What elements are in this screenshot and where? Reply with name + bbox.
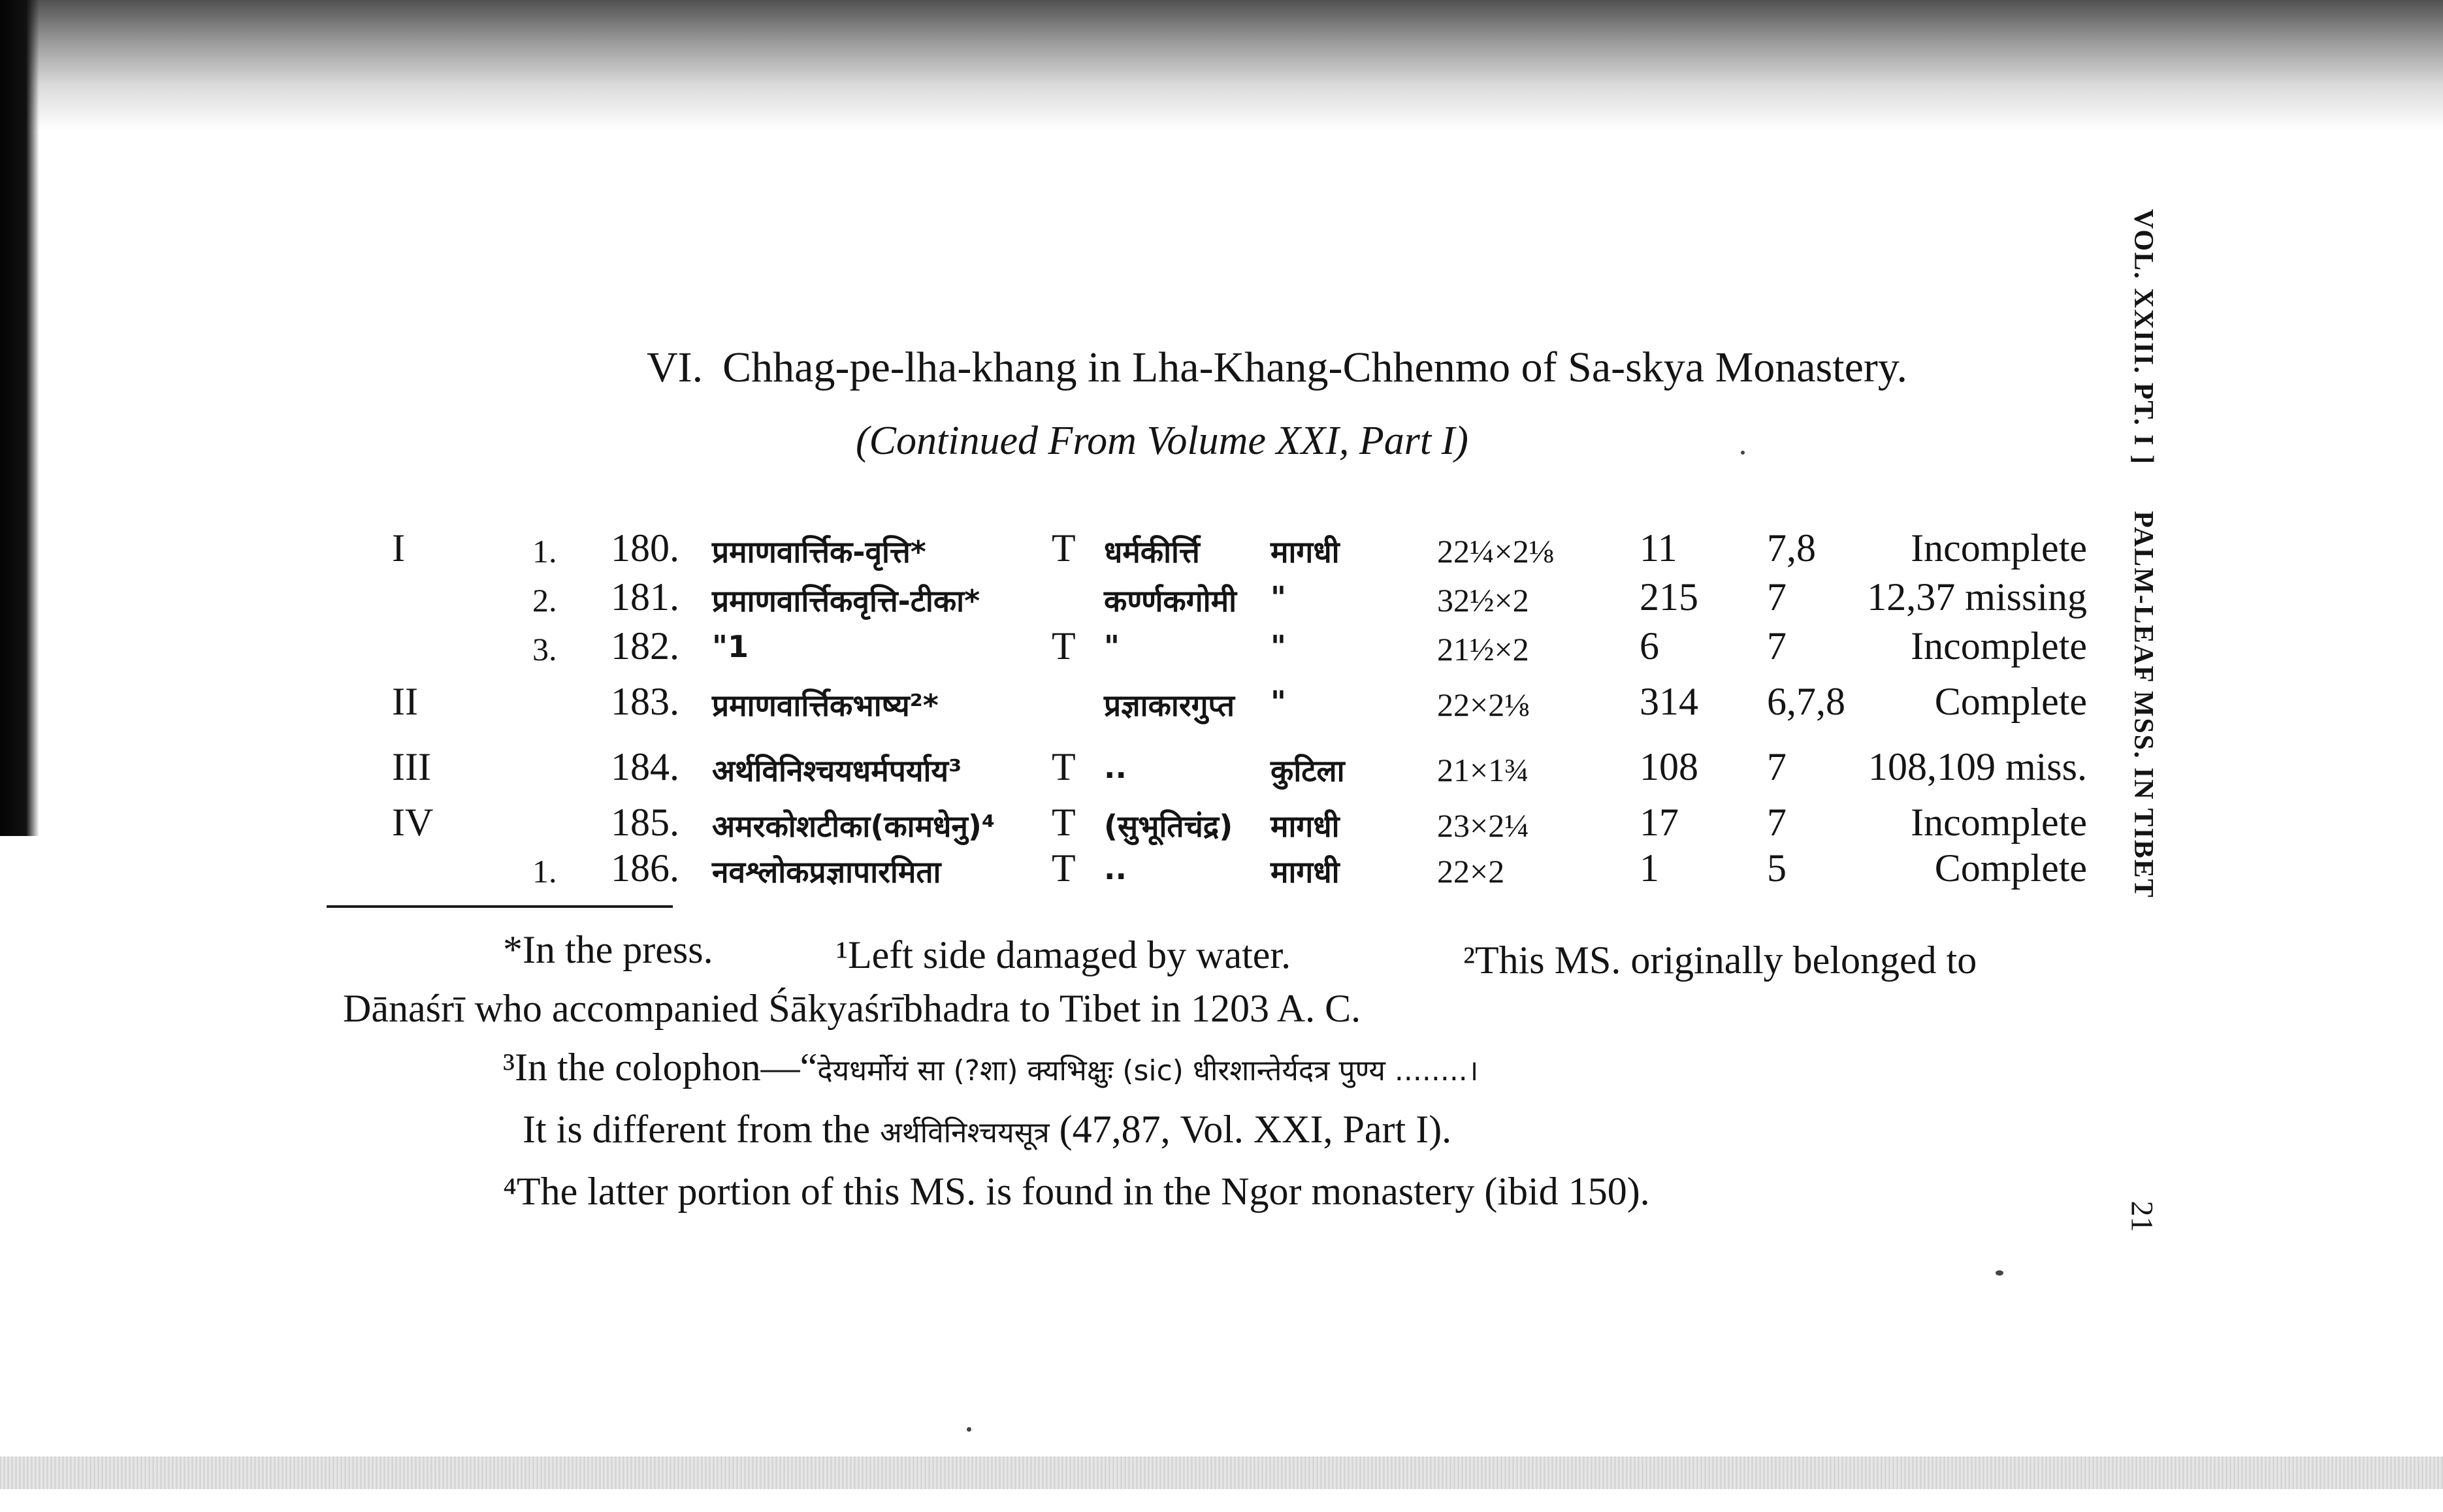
cell-author: प्रज्ञाकारगुप्त (1104, 688, 1235, 723)
cell-script: T (1052, 846, 1076, 890)
cell-remarks: Complete (1934, 680, 2087, 723)
cell-title: प्रमाणवार्त्तिकवृत्ति-टीका* (712, 583, 980, 619)
cell-number: 184. (611, 745, 679, 788)
cell-lines: 5 (1767, 846, 1787, 890)
cell-sub-number: 3. (532, 631, 557, 668)
footnote-3-colophon: देयधर्मोयं सा (?शा) क्यभिक्षुः (sic) धीरशान्तेर्यदत्र पुण्य ........। (817, 1054, 1479, 1087)
table-row (0, 624, 2156, 676)
footnote-3-cont-post: (47,87, Vol. XXI, Part I). (1059, 1108, 1452, 1151)
cell-remarks: Incomplete (1911, 526, 2087, 570)
cell-author: कर्ण्णकगोमी (1104, 583, 1237, 619)
footnote-2-line1: ²This MS. originally belonged to (1463, 939, 1977, 982)
section-heading (647, 343, 1907, 393)
cell-remarks: Incomplete (1911, 624, 2087, 668)
cell-title: प्रमाणवार्त्तिक-वृत्ति* (712, 534, 926, 570)
cell-number: 185. (611, 801, 679, 844)
cell-number: 180. (611, 526, 679, 570)
cell-leaves: 108 (1640, 745, 1698, 788)
cell-size: 22×2⅛ (1437, 686, 1529, 723)
cell-language: कुटिला (1270, 753, 1345, 788)
table-row (0, 679, 2156, 732)
footnote-3-lead: ³In the colophon—“ (503, 1046, 818, 1089)
cell-leaves: 11 (1640, 526, 1677, 570)
footnote-4: ⁴The latter portion of this MS. is found in the Ngor monastery (ibid 150). (503, 1170, 1650, 1213)
footnote-3-cont-deva: अर्थविनिश्चयसूत्र (880, 1116, 1050, 1150)
cell-lines: 7 (1767, 745, 1787, 788)
cell-script: T (1052, 624, 1076, 668)
cell-lines: 7,8 (1767, 526, 1816, 570)
footnote-rule (327, 905, 673, 908)
footnote-3 (503, 1045, 1478, 1090)
cell-sub-number: 1. (532, 533, 557, 570)
cell-number: 182. (611, 624, 679, 668)
footnote-3-continued (523, 1107, 1451, 1152)
scan-speck (967, 1427, 971, 1432)
cell-author: धर्मकीर्त्ति (1104, 534, 1200, 570)
scan-speck (1996, 1270, 2003, 1276)
cell-size: 21×1¾ (1437, 752, 1529, 788)
table-row (0, 800, 2156, 852)
running-head-title: PALM-LEAF MSS. IN TIBET (2128, 511, 2158, 899)
footnote-3-cont-pre: It is different from the (523, 1108, 871, 1151)
cell-lines: 6,7,8 (1767, 680, 1845, 723)
cell-script: T (1052, 745, 1076, 788)
cell-leaves: 6 (1640, 624, 1659, 668)
cell-group: II (392, 680, 418, 723)
scan-speck (1741, 451, 1745, 455)
cell-remarks: 12,37 missing (1867, 575, 2087, 619)
cell-number: 183. (611, 680, 679, 723)
scan-shadow-top (0, 0, 2443, 131)
cell-author: " (1104, 629, 1120, 664)
cell-number: 186. (611, 846, 679, 890)
scan-shadow-bottom (0, 1456, 2443, 1489)
cell-sub-number: 2. (532, 582, 557, 619)
footnote-2-line2: Dānaśrī who accompanied Śākyaśrībhadra to Tibet in 1203 A. C. (343, 987, 1361, 1030)
cell-author: (सुभूतिचंद्र) (1104, 809, 1233, 844)
table-row (0, 846, 2156, 898)
cell-title: "1 (712, 629, 749, 664)
table-row (0, 745, 2156, 797)
footnote-1: ¹Left side damaged by water. (836, 933, 1291, 976)
cell-sub-number: 1. (532, 853, 557, 890)
cell-number: 181. (611, 575, 679, 619)
cell-size: 32½×2 (1437, 582, 1529, 619)
cell-leaves: 314 (1640, 680, 1698, 723)
cell-remarks: 108,109 miss. (1868, 745, 2087, 788)
cell-group: I (392, 526, 405, 570)
section-number: VI. (647, 344, 704, 391)
cell-remarks: Incomplete (1911, 801, 2087, 844)
cell-leaves: 1 (1640, 846, 1659, 890)
cell-title: अमरकोशटीका(कामधेनु)⁴ (712, 809, 995, 844)
section-title: Chhag-pe-lha-khang in Lha-Khang-Chhenmo of Sa-skya Monastery. (722, 344, 1908, 391)
table-row (0, 526, 2156, 578)
cell-size: 22¼×2⅛ (1437, 533, 1554, 570)
cell-leaves: 215 (1640, 575, 1698, 619)
cell-language: मागधी (1270, 809, 1340, 844)
cell-author: .. (1104, 851, 1127, 886)
cell-title: प्रमाणवार्त्तिकभाष्य²* (712, 688, 939, 723)
table-row (0, 575, 2156, 627)
cell-title: नवश्लोकप्रज्ञापारमिता (712, 854, 941, 890)
cell-remarks: Complete (1934, 846, 2087, 890)
cell-size: 21½×2 (1437, 631, 1529, 668)
cell-group: III (392, 745, 431, 788)
cell-size: 22×2 (1437, 853, 1505, 890)
running-head (2113, 209, 2159, 1228)
cell-size: 23×2¼ (1437, 807, 1529, 844)
cell-lines: 7 (1767, 801, 1787, 844)
cell-language: " (1270, 580, 1286, 615)
cell-author: .. (1104, 750, 1127, 785)
cell-lines: 7 (1767, 624, 1787, 668)
running-head-volume: VOL. XXIII. PT. I ] (2128, 209, 2158, 466)
cell-leaves: 17 (1640, 801, 1679, 844)
cell-title: अर्थविनिश्चयधर्मपर्याय³ (712, 753, 962, 788)
cell-script: T (1052, 526, 1076, 570)
section-subtitle: (Continued From Volume XXI, Part I) (856, 419, 1468, 463)
cell-lines: 7 (1767, 575, 1787, 619)
cell-language: मागधी (1270, 854, 1340, 890)
page-number: 21 (2124, 1200, 2160, 1232)
cell-language: मागधी (1270, 534, 1340, 570)
cell-language: " (1270, 629, 1286, 664)
cell-script: T (1052, 801, 1076, 844)
footnote-press: *In the press. (503, 928, 713, 971)
cell-language: " (1270, 684, 1286, 720)
cell-group: IV (392, 801, 434, 844)
